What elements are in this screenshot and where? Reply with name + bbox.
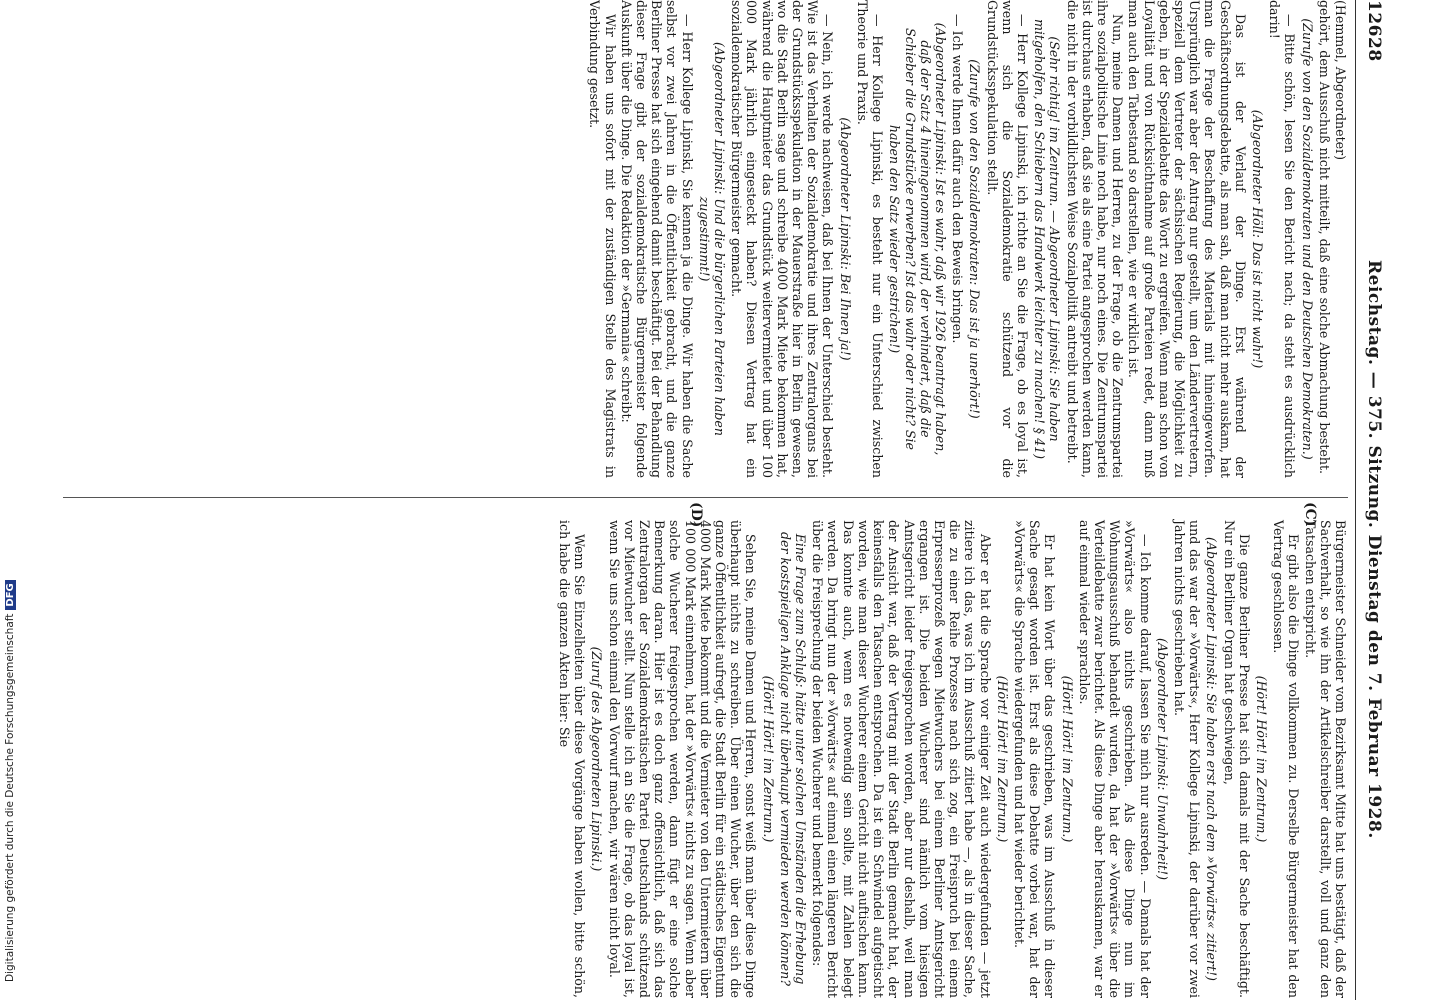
rotated-page-content bbox=[2, 0, 1392, 1000]
page-number: 12628 bbox=[1364, 0, 1384, 62]
interjection: (Hört! Hört! im Zentrum.) bbox=[760, 675, 776, 843]
paragraph: Sehen Sie, meine Damen und Herren, sonst weiß man über diese Dinge überhaupt nichts zu schreiben. Über einen Wucher, über den sich die ganze Öffentlichkeit aufregt, die Stadt Berlin für ein städtisches Eigentum 4000 Mark Miete bekommt und die Vermieter von den Untermietern über 100 000 Mark einnehmen, hat der »Vorwärts« nichts zu sagen. Wenn aber solche Wucherer freigesprochen werden, dann fügt er eine solche Bemerkung daran. Hier ist es doch ganz offensichtlich, daß sich das Zentralorgan der Sozialdemokratischen Partei Deutschlands schützend vor Mietwucher stellt. Nun stelle ich an Sie die Frage, ob das loyal ist, wenn Sie uns schon einmal den Vorwurf machen, wir wären nicht loyal. bbox=[606, 520, 759, 998]
paragraph: Wenn Sie Einzelheiten über diese Vorgänge haben wollen, bitte schön, ich habe die ganzen Akten hier: Sie bbox=[557, 520, 588, 998]
paragraph: Nun, meine Damen und Herren, zu der Frage, ob die Zentrumspartei ihre sozialpolitische Linie noch habe, nur noch eines. Die Zentrumspartei ist durchaus erhaben, daß sie als eine Partei angesprochen werden kann, die nicht in der vorbildlichsten Weise Sozialpolitik antreibt und betreibt. bbox=[1064, 0, 1126, 478]
column-divider bbox=[63, 497, 1348, 498]
paragraph: — Herr Kollege Lipinski, Sie kennen ja die Dinge. Wir haben die Sache selbst vor zwei Jahren in die Öffentlichkeit gebracht, und die ganze Berliner Presse hat sich eingehend damit beschäftigt. Bei der Behandlung dieser Frage gibt der sozialdemokratische Bürgermeister folgende Auskunft über die Dinge. Die Redaktion der »Germania« schreibt: bbox=[618, 0, 695, 478]
interjection: (Zuruf des Abgeordneten Lipinski.) bbox=[589, 646, 605, 872]
speaker-line: (Hemmel, Abgeordneter) bbox=[1333, 0, 1348, 161]
paragraph: Die ganze Berliner Presse hat sich damals mit der Sache beschäftigt. Nur ein Berliner Organ hat geschwiegen, bbox=[1221, 520, 1252, 998]
paragraph: Das ist der Verlauf der Dinge. Erst während der Geschäftsordnungsdebatte, als man sah, daß man nicht mehr auskam, hat man die Frage der Beschaffung des Materials mit hineingeworfen. Ursprünglich war aber der Antrag nur gestellt, um den Ländervertretern, speziell dem Vertreter der sächsischen Regierung, die Möglichkeit zu geben, in der Spezialdebatte das Wort zu ergreifen. Wenn man schon von Loyalität und von Rücksichtnahme auf große Parteien redet, dann muß man auch den Tatbestand so darstellen, wie er wirklich ist. bbox=[1126, 0, 1248, 478]
paragraph: gehört, dem Ausschuß nicht mitteilt, daß eine solche Abmachung besteht. bbox=[1316, 0, 1332, 475]
interjection: (Abgeordneter Lipinski: Ist es wahr, daß wir 1926 beantragt haben, daß der Satz 4 hineingenommen wird, der verhindert, daß die Schieber die Grundstücke erwerben? Ist das wahr oder nicht? Sie haben den Satz wieder gestrichen!) bbox=[887, 22, 948, 456]
margin-marker-d: (D) bbox=[688, 502, 704, 528]
page-header bbox=[1358, 0, 1384, 1000]
paragraph: Er gibt also die Dinge vollkommen zu. Derselbe Bürgermeister hat den Vertrag geschlossen. bbox=[1271, 520, 1302, 998]
margin-marker-c: (C) bbox=[1302, 502, 1318, 527]
quote: Wir haben uns sofort mit der zuständigen Stelle des Magistrats in Verbindung gesetzt. bbox=[587, 0, 618, 478]
paragraph: Aber er hat die Sprache vor einiger Zeit auch wiedergefunden — jetzt zitiere ich das, was ich im Ausschuß zitiert habe —, als in dieser Sache, die zu einer Reihe Prozesse nach sich zog, ein Freispruch bei einem Erpresserprozeß wegen Mietwuchers bei einem Berliner Amtsgericht ergangen ist. Die beiden Wucherer sind nämlich vom hiesigen Amtsgericht leider freigesprochen worden, aber nur deshalb, weil man der Ansicht war, daß der Vertrag mit der Stadt Berlin gemacht hat, der keinesfalls den Tatsachen entsprochen. Da ist ein Schwindel aufgetischt worden, wie man dieser Wucherer einem Gericht nicht auftischen kann. Das konnte auch, wenn es notwendig sein sollte, mit Zahlen belegt werden. Da bringt nun der »Vorwärts« auf einmal einen längeren Bericht über die Freisprechung der beiden Wucherer und bemerkt folgendes: bbox=[810, 520, 993, 998]
interjection: (Abgeordneter Höll: Das ist nicht wahr!) bbox=[1249, 109, 1265, 369]
interjection: (Abgeordneter Lipinski: Unwahrheit!) bbox=[1154, 637, 1170, 881]
interjection: (Zurufe von den Sozialdemokraten und den Deutschen Demokraten.) bbox=[1299, 18, 1315, 460]
page-title: Reichstag. — 375. Sitzung. Dienstag den 7. Februar 1928. bbox=[1364, 260, 1384, 839]
paragraph: — Ich komme darauf, lassen Sie mich nur ausreden. — Damals hat der »Vorwärts« also nichts geschrieben. Als diese Dinge nun im Wohnungsausschuß behandelt wurden, da hat der »Vorwärts« über die Verteildebatte zwar berichtet. Als diese Dinge aber herauskamen, war er auf einmal wieder sprachlos. bbox=[1076, 520, 1153, 998]
paragraph: — Herr Kollege Lipinski, es besteht nur ein Unterschied zwischen Theorie und Praxis. bbox=[854, 0, 886, 478]
paragraph: — Ich werde Ihnen dafür auch den Beweis bringen. bbox=[950, 14, 966, 344]
paragraph: Er hat kein Wort über das geschrieben, was im Ausschuß in dieser Sache gesagt worden ist. Erst als diese Debatte vorbei war, hat der »Vorwärts« die Sprache wiedergefunden und hat wieder berichtet. bbox=[1011, 520, 1058, 998]
interjection: (Hört! Hört! im Zentrum.) bbox=[1253, 675, 1269, 843]
interjection: (Abgeordneter Lipinski: Sie haben erst nach dem »Vorwärts« zitiert!) bbox=[1204, 537, 1220, 981]
right-column bbox=[556, 520, 1348, 998]
paragraph: und das war der »Vorwärts«, Herr Kollege Lipinski, der darüber vor zwei Jahren nichts geschrieben hat. bbox=[1171, 520, 1203, 998]
interjection: (Hört! Hört! im Zentrum.) bbox=[1059, 675, 1075, 843]
paragraph: — Herr Kollege Lipinski, ich richte an Sie die Frage, ob es loyal ist, wenn sich die Sozialdemokratie schützend vor die Grundstücksspekulation stellt. bbox=[984, 0, 1030, 478]
paragraph: — Bitte schön, lesen Sie den Bericht nach; da steht es ausdrücklich darin! bbox=[1267, 0, 1298, 478]
interjection: (Hört! Hört! im Zentrum.) bbox=[994, 675, 1010, 843]
funding-credit bbox=[4, 580, 16, 982]
credit-text: Digitalisierung gefördert durch die Deutsche Forschungsgemeinschaft bbox=[4, 613, 16, 982]
interjection: (Sehr richtig! im Zentrum. — Abgeordneter Lipinski: Sie haben mitgeholfen, den Schiebern das Handwerk leichter zu machen! § 41) bbox=[1032, 18, 1063, 460]
dfg-logo: DFG bbox=[5, 580, 16, 609]
quote: Eine Frage zum Schluß: hätte unter solchen Umständen die Erhebung der kostspieligen Anklage nicht überhaupt vermieden werden können? bbox=[777, 532, 809, 986]
header-rule bbox=[1355, 0, 1356, 1000]
interjection: (Abgeordneter Lipinski: Und die bürgerlichen Parteien haben zugestimmt!) bbox=[696, 42, 728, 436]
left-column bbox=[586, 0, 1348, 478]
interjection: (Abgeordneter Lipinski: Bei Ihnen ja!) bbox=[837, 117, 853, 361]
interjection: (Zurufe von den Sozialdemokraten: Das ist ja unerhört!) bbox=[967, 59, 983, 419]
paragraph: — Nein, ich werde nachweisen, daß bei Ihnen der Unterschied besteht. Wie ist das Verhalten der Sozialdemokratie und ihres Zentralorgans bei der Grundstücksspekulation in der Mauerstraße hier in Berlin gewesen, wo die Stadt Berlin sage und schreibe 4000 Mark Miete bekommen hat, während die Hauptmieter das Grundstück weitervermietet und über 100 000 Mark jährlich eingesteckt haben? Diesen Vertrag hat ein sozialdemokratischer Bürgermeister gemacht. bbox=[729, 0, 836, 478]
quote: Bürgermeister Schneider vom Bezirksamt Mitte hat uns bestätigt, daß der Sachverhalt, so wie ihn der Artikelschreiber darstellt, voll und ganz den Tatsachen entspricht. bbox=[1302, 520, 1348, 998]
